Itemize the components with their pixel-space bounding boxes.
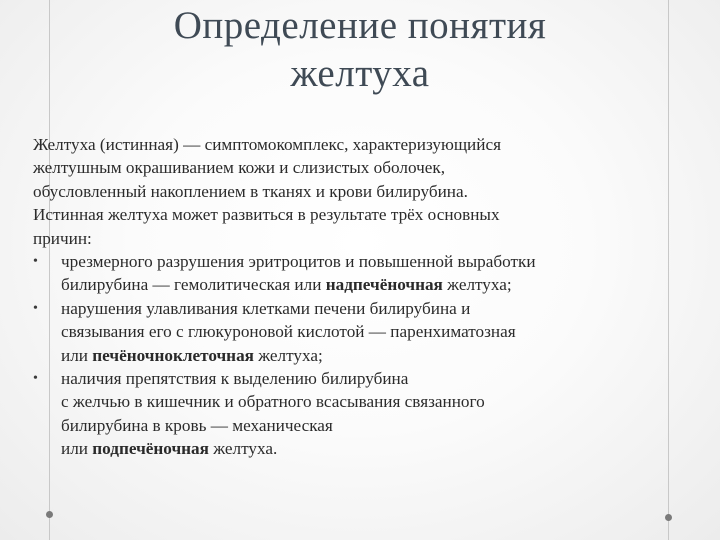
bold-term: подпечёночная — [92, 439, 209, 459]
frame-right-dot — [665, 514, 672, 521]
bullet-line — [61, 344, 683, 367]
bullet-line: с желчью в кишечник и обратного всасывания связанного — [61, 392, 485, 412]
bullet-icon: • — [33, 254, 38, 270]
bullet-text: или — [61, 345, 93, 365]
bullet-text: желтуха; — [442, 275, 512, 295]
title-line-2: желтуха — [290, 52, 430, 95]
intro-line: причин: — [33, 228, 92, 248]
bullet-text: желтуха; — [253, 345, 323, 365]
bullet-line — [61, 437, 683, 460]
bullet-text: желтуха. — [208, 439, 278, 459]
bullet-line: нарушения улавливания клетками печени билирубина и — [61, 298, 471, 318]
intro-line: Желтуха (истинная) — симптомокомплекс, характеризующийся — [33, 135, 501, 154]
bullet-icon: • — [33, 300, 38, 316]
bullet-text: билирубина — гемолитическая или — [61, 275, 326, 295]
frame-left-dot — [46, 511, 53, 518]
title-line-1: Определение понятия — [173, 4, 547, 47]
bullet-line: наличия препятствия к выделению билирубина — [61, 369, 409, 389]
intro-line: Истинная желтуха может развиться в результате трёх основных — [33, 205, 500, 225]
slide-title — [60, 2, 660, 98]
bullet-line: чрезмерного разрушения эритроцитов и повышенной выработки — [61, 252, 536, 272]
bullet-line — [61, 273, 683, 296]
bullet-line: билирубина в кровь — механическая — [61, 415, 333, 435]
bullet-item-hemolytic — [33, 250, 683, 297]
bold-term: печёночноклеточная — [92, 345, 254, 365]
bullet-item-hepatocellular — [33, 297, 683, 367]
intro-line: обусловленный накоплением в тканях и крови билирубина. — [33, 181, 468, 201]
bullet-line: связывания его с глюкуроновой кислотой — паренхиматозная — [61, 322, 516, 342]
bullet-item-obstructive — [33, 367, 683, 461]
bold-term: надпечёночная — [325, 275, 443, 295]
slide-body — [33, 133, 683, 461]
bullet-text: или — [61, 439, 93, 459]
bullet-icon: • — [33, 371, 38, 387]
intro-line: желтушным окрашиванием кожи и слизистых оболочек, — [33, 158, 446, 178]
